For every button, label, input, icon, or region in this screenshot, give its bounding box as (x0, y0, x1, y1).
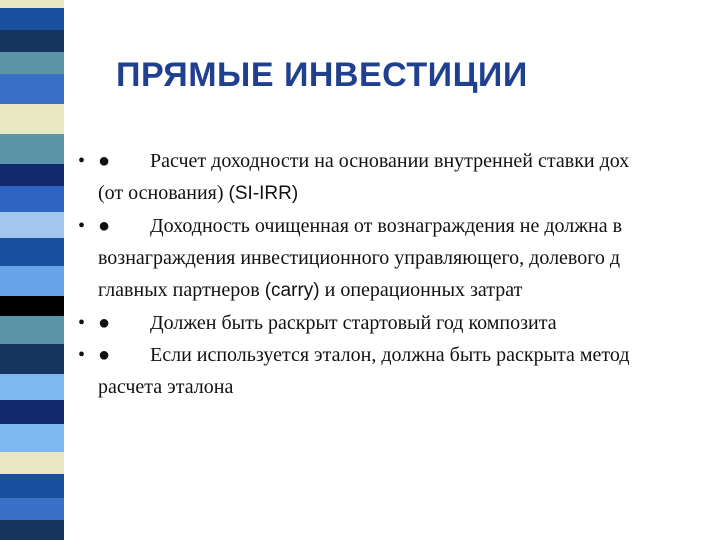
item-text-line: и операционных затрат (319, 279, 523, 301)
bullet-symbol: ● (98, 215, 111, 237)
bullet-symbol: ● (98, 150, 111, 172)
list-item (78, 339, 720, 403)
bullet-icon: • (78, 150, 86, 172)
item-text-line: Если используется эталон, должна быть раскрыта метод (150, 344, 630, 366)
item-text-abbrev: (carry) (264, 280, 320, 301)
bullet-icon: • (78, 312, 86, 334)
bullet-list (78, 145, 720, 403)
bullet-icon: • (78, 215, 86, 237)
list-item (78, 307, 720, 339)
bullet-symbol: ● (98, 312, 111, 334)
list-item (78, 210, 720, 307)
bullet-icon: • (78, 344, 86, 366)
decorative-stripe (0, 0, 64, 540)
item-text-abbrev: (SI-IRR) (228, 183, 299, 204)
list-item (78, 145, 720, 210)
item-text-line: расчета эталона (98, 376, 234, 398)
page-title: ПРЯМЫЕ ИНВЕСТИЦИИ (116, 56, 528, 94)
item-text-line: главных партнеров (98, 279, 265, 301)
item-text-line: Доходность очищенная от вознаграждения не должна в (150, 215, 623, 237)
bullet-symbol: ● (98, 344, 111, 366)
item-text-line: Расчет доходности на основании внутренней ставки дох (150, 150, 630, 172)
item-text-line: вознаграждения инвестиционного управляющего, долевого д (98, 247, 621, 269)
item-text-line: Должен быть раскрыт стартовый год композита (150, 312, 557, 334)
item-text-line: (от основания) (98, 182, 229, 204)
